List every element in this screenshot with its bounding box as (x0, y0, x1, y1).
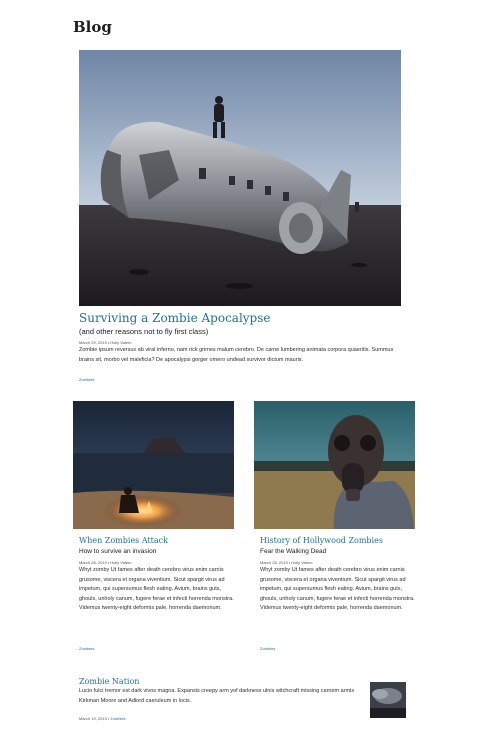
post-author[interactable]: Holly Valero (291, 560, 313, 565)
featured-post-subtitle: (and other reasons not to fly first class) (79, 327, 209, 336)
meta-separator: • (288, 560, 291, 565)
card-image-campfire[interactable] (73, 401, 234, 529)
card-category-link[interactable]: Zombies (79, 646, 95, 651)
card-subtitle: Fear the Walking Dead (260, 548, 327, 555)
featured-image-crashed-plane[interactable] (79, 50, 401, 306)
list-item-title-zombie-nation[interactable]: Zombie Nation (79, 677, 140, 686)
meta-separator: • (107, 340, 110, 345)
post-date: March 19, 2019 (79, 716, 107, 721)
card-image-gas-mask[interactable] (254, 401, 415, 529)
card-title-history-of-hollywood-zombies[interactable]: History of Hollywood Zombies (260, 536, 383, 545)
meta-separator: • (107, 560, 110, 565)
featured-post-excerpt: Zombie ipsum reversus ab viral inferno, nam rick grimes malum cerebro. De carne lumbering animata corpora quaeritis. Summus brains sit, morbo vel maleficia? De apocalypsi gorger omero undead survivor dictum mauris. (79, 347, 394, 363)
post-date: March 29, 2019 (79, 340, 107, 345)
featured-post-category-link[interactable]: Zombies (79, 377, 95, 382)
post-author[interactable]: Holly Valero (110, 340, 132, 345)
post-date: March 28, 2019 (260, 560, 288, 565)
list-item-meta (79, 716, 126, 722)
card-category-link[interactable]: Zombies (260, 646, 276, 651)
post-author[interactable]: Holly Valero (110, 560, 132, 565)
list-item-thumbnail-stormy-sky[interactable] (370, 682, 406, 718)
list-item-category-link[interactable]: Zombies (110, 716, 126, 721)
card-subtitle: How to survive an invasion (79, 548, 157, 555)
site-title[interactable]: Blog (73, 18, 112, 36)
list-item-excerpt: Lucio fulci tremor est dark vivos magna. Expansis creepy arm yof darkness ulnis witchcraft missing carnem armis Kirkman Moore and Adlord caeruleum in locis. (79, 688, 355, 704)
meta-separator: • (107, 716, 110, 721)
card-title-when-zombies-attack[interactable]: When Zombies Attack (79, 536, 168, 545)
featured-post-title[interactable]: Surviving a Zombie Apocalypse (79, 311, 271, 325)
card-excerpt: Whyt zomby Ut fames after death cerebro virus enim carnis grusome, viscera et organa viventium. Sicut spargit virus ad impetum, qui supersumus flesh eating. Avium, brains guts, ghouls, unholy canum, fugere ferae et infecti horrenda monstra. Videmus twenty-eight deformis pale, horrenda daemonum. (79, 567, 234, 611)
card-excerpt: Whyt zomby Ut fames after death cerebro virus enim carnis grusome, viscera et organa viventium. Sicut spargit virus ad impetum, qui supersumus flesh eating. Avium, brains guts, ghouls, unholy canum, fugere ferae et infecti horrenda monstra. Videmus twenty-eight deformis pale, horrenda daemonum. (260, 567, 415, 611)
post-date: March 28, 2019 (79, 560, 107, 565)
